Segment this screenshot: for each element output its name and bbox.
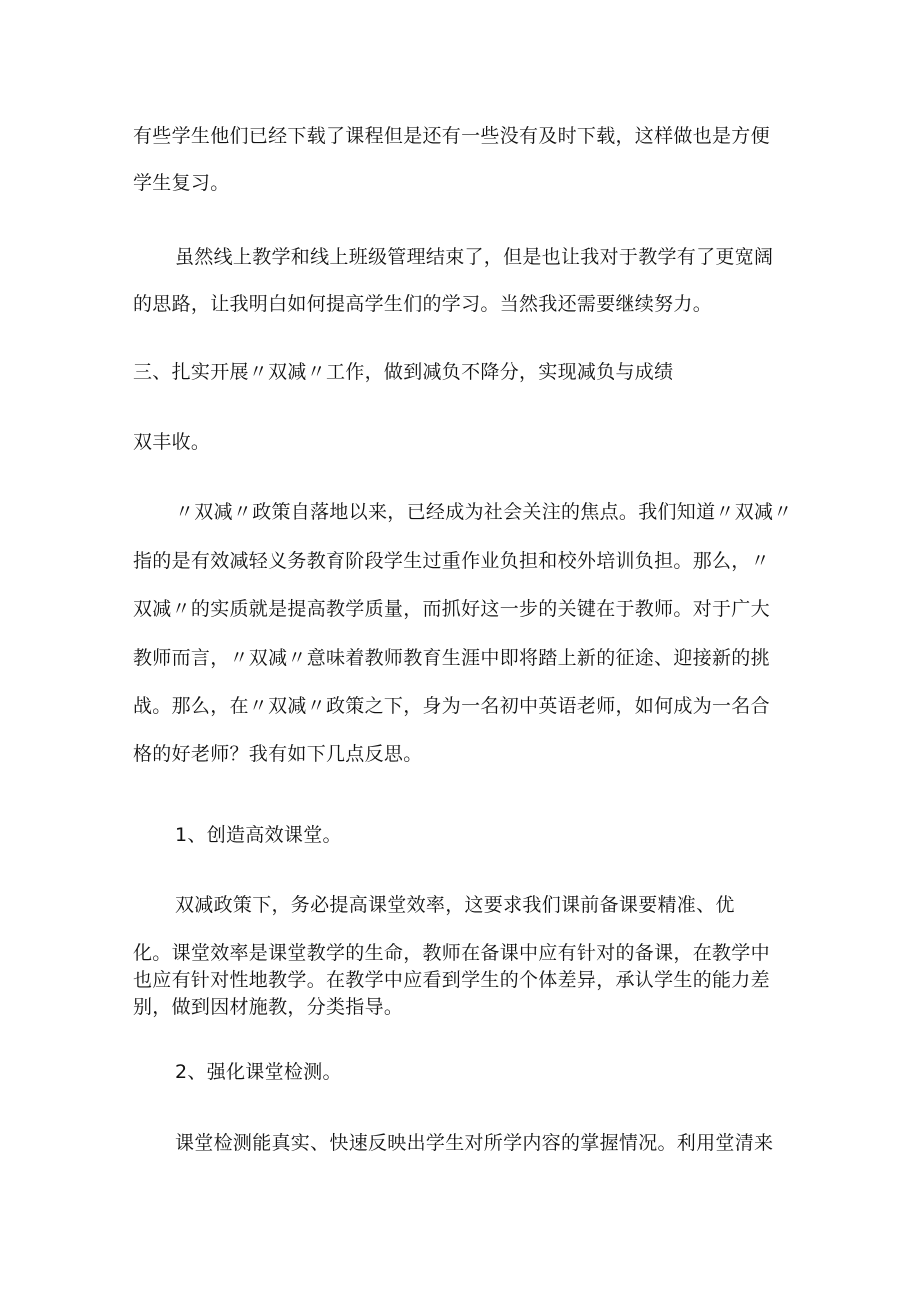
text-line: 也应有针对性地教学。在教学中应看到学生的个体差异，承认学生的能力差 xyxy=(133,969,770,991)
subheading: 2、强化课堂检测。 xyxy=(175,1061,342,1083)
subheading: 1、创造高效课堂。 xyxy=(175,824,342,846)
section-heading: 双丰收。 xyxy=(133,431,211,453)
text-line: 有些学生他们已经下载了课程但是还有一些没有及时下载，这样做也是方便 xyxy=(133,125,770,147)
text-line: 虽然线上教学和线上班级管理结束了，但是也让我对于教学有了更宽阔 xyxy=(175,246,774,268)
section-heading: 三、扎实开展〃双减〃工作，做到减负不降分，实现减负与成绩 xyxy=(133,361,674,383)
text-line: 别，做到因材施教，分类指导。 xyxy=(133,996,404,1018)
text-line: 双减〃的实质就是提高教学质量，而抓好这一步的关键在于教师。对于广大 xyxy=(133,598,770,620)
text-line: 指的是有效减轻义务教育阶段学生过重作业负担和校外培训负担。那么，〃 xyxy=(133,550,770,572)
text-line: 〃双减〃政策自落地以来，已经成为社会关注的焦点。我们知道〃双减〃 xyxy=(175,501,793,523)
text-line: 格的好老师？我有如下几点反思。 xyxy=(133,743,423,765)
text-line: 课堂检测能真实、快速反映出学生对所学内容的掌握情况。利用堂清来 xyxy=(175,1132,774,1154)
text-line: 的思路，让我明白如何提高学生们的学习。当然我还需要继续努力。 xyxy=(133,293,713,315)
text-line: 战。那么，在〃双减〃政策之下，身为一名初中英语老师，如何成为一名合 xyxy=(133,695,770,717)
text-line: 学生复习。 xyxy=(133,172,230,194)
text-line: 教师而言，〃双减〃意味着教师教育生涯中即将踏上新的征途、迎接新的挑 xyxy=(133,647,770,669)
text-line: 双减政策下，务必提高课堂效率，这要求我们课前备课要精准、优 xyxy=(175,894,735,916)
text-line: 化。课堂效率是课堂教学的生命，教师在备课中应有针对的备课，在教学中 xyxy=(133,942,770,964)
